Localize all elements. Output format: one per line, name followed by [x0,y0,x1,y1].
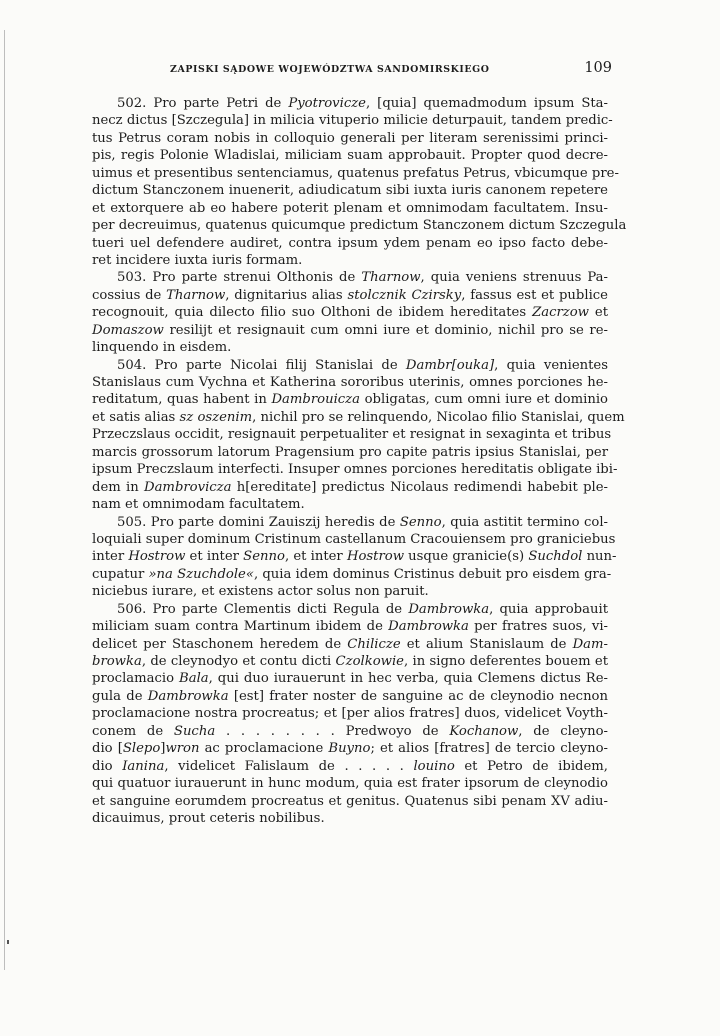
text-run: miliciam suam contra Martinum ibidem de [92,619,389,635]
text-run: ] [160,741,166,757]
text-run: , qui duo iurauerunt in hec verba, quia Clemens dictus Re- [208,671,608,687]
paragraph-503 [92,269,608,356]
italic-term: Dambrouicza [271,392,360,408]
text-line [92,339,608,356]
italic-term: Kochanow [449,723,519,739]
text-run: per fratres suos, vi- [468,619,609,635]
text-line [92,688,608,705]
text-line [92,322,608,339]
paragraph-502 [92,95,627,269]
text-line [92,409,625,426]
text-run: linquendo in eisdem. [92,340,232,356]
page-edge-dot [7,940,9,944]
text-line [92,374,608,391]
italic-term: Dambr[ouka] [405,357,495,373]
page-number: 109 [584,60,612,76]
text-line [92,670,608,687]
text-line [92,740,608,757]
text-line [92,269,608,286]
italic-term: Slepo [122,741,161,757]
text-run: proclamacione nostra procreatus; et [per alios fratres] duos, videlicet Voyth- [92,706,608,722]
text-run: niciebus iurare, et existens actor solus non paruit. [92,584,429,600]
text-line [92,391,608,408]
italic-term: Suchdol [528,549,583,565]
text-run: per decreuimus, quatenus quicumque predictum Stanczonem dictum Szczegula [92,218,627,234]
italic-term: browka [92,654,142,669]
text-run: 506. Pro parte Clementis dicti Regula de [117,601,409,617]
text-line [92,304,608,321]
text-line [92,705,608,722]
text-run: cossius de [92,287,167,303]
italic-term: Senno [243,549,285,565]
text-run: proclamacio [92,671,180,687]
text-run: Stanislaus cum Vychna et Katherina sororibus uterinis, omnes porciones he- [92,375,608,390]
text-line [92,531,616,548]
text-run: tus Petrus coram nobis in colloquio generali per literam serenissimi princi- [92,130,608,146]
text-run: dicauimus, prout ceteris nobilibus. [92,810,325,826]
text-run: ac proclamacione [199,741,329,757]
text-run: pis, regis Polonie Wladislai, miliciam suam approbauit. Propter quod decre- [92,148,608,164]
italic-term: Buyno [328,741,371,757]
text-run: dio [ [92,741,123,757]
text-run: [est] frater noster de sanguine ac de cleynodio necnon [228,688,608,704]
text-line [92,583,608,600]
running-head: ZAPISKI SĄDOWE WOJEWÓDZTWA SANDOMIRSKIEGO [170,64,490,75]
text-line [92,200,608,217]
text-run: dictum Stanczonem inuenerit, adiudicatum sibi iuxta iuris canonem repetere [92,183,608,199]
text-run: , [quia] quemadmodum ipsum Sta- [365,96,608,111]
text-line [92,775,608,792]
text-line [92,618,608,635]
text-line [92,636,608,653]
text-line [92,653,608,670]
text-run: , de cleynodyo et contu dicti [141,654,336,669]
text-run: et extorquere ab eo habere poterit plenam et omnimodam facultatem. Insu- [92,200,608,216]
text-run: , quia astitit termino col- [441,514,608,530]
italic-term: Tharnow [361,270,421,286]
text-run: nun- [582,549,617,565]
paragraph-505 [92,514,617,601]
text-line [92,514,608,531]
italic-term: Sucha [173,723,216,739]
text-line [92,182,608,199]
text-run: tueri uel defendere audiret, contra ipsum ydem penam eo ipso facto debe- [92,235,608,251]
text-line [92,601,608,618]
paragraph-506 [92,601,608,828]
text-run: usque granicie(s) [403,549,529,565]
text-run: , in signo deferentes bouem et [403,654,608,669]
page-edge-mark [4,30,5,970]
text-run: 502. Pro parte Petri de [117,96,289,111]
text-run: , quia venientes [494,357,609,373]
text-line [92,130,608,147]
text-run: , fassus est et publice [461,287,608,303]
italic-term: Bala [179,671,209,687]
text-run: et satis alias [92,409,180,425]
italic-term: stolcznik Czirsky [347,287,462,303]
text-line [92,548,617,565]
text-line [92,793,608,810]
italic-term: Tharnow [166,287,226,303]
text-run: gula de [92,688,148,704]
text-run: ipsum Preczslaum interfecti. Insuper omnes porciones hereditatis obligate ibi- [92,462,618,478]
text-run: h[ereditate] predictus Nicolaus redimendi habebit ple- [231,479,608,495]
italic-term: Hostrow [346,549,404,565]
text-line [92,217,627,234]
text-run: et inter [185,549,244,565]
italic-term: Zacrzow [532,305,589,321]
italic-term: Dam- [572,636,608,652]
text-line [92,461,618,478]
text-run: 503. Pro parte strenui Olthonis de [117,270,362,286]
text-run: obligatas, cum omni iure et dominio [360,392,608,408]
text-line [92,357,608,374]
text-line [92,444,608,461]
text-line [92,252,608,269]
text-run: dem in [92,479,144,495]
text-run: Przeczslaus occidit, resignauit perpetualiter et resignat in sexaginta et tribus [92,427,612,443]
italic-term: Pyotrovicze [288,96,366,111]
italic-term: Senno [399,514,442,530]
text-run: et sanguine eorumdem procreatus et genitus. Quatenus sibi penam XV adiu- [92,793,608,809]
text-line [92,165,619,182]
italic-term: Czolkowie [335,654,404,669]
text-run: uimus et presentibus sentenciamus, quatenus prefatus Petrus, vbicumque pre- [92,165,619,181]
text-run: . . . . . . . . Predwoyo de [215,723,450,739]
text-run: , quia approbauit [489,601,608,617]
text-run: reditatum, quas habent in [92,392,272,408]
text-run: recognouit, quia dilecto filio suo Olthoni de ibidem hereditates [92,305,533,321]
text-run: et alium Stanislaum de [400,636,573,652]
italic-term: Chilicze [347,636,401,652]
italic-term: Dambrowka [147,688,229,704]
text-run: inter [92,549,129,565]
text-line [92,479,608,496]
text-run: qui quatuor iurauerunt in hunc modum, quia est frater ipsorum de cleynodio [92,776,608,792]
text-line [92,95,608,112]
text-line [92,147,608,164]
text-run: , et inter [284,549,347,565]
text-run: necz dictus [Szczegula] in milicia vituperio milicie deturpauit, tandem predic- [92,113,613,129]
italic-term: »na Szuchdole« [148,566,254,582]
text-run: , videlicet Falislaum de . . . . . [164,758,414,774]
text-run: ; et alios [fratres] de tercio cleyno- [370,741,609,757]
text-run: delicet per Staschonem heredem de [92,636,348,652]
text-line [92,112,613,129]
text-run: , quia veniens strenuus Pa- [420,270,608,286]
text-run: cupatur [92,566,149,582]
text-run: et Petro de ibidem, [454,758,608,774]
text-line [92,235,608,252]
italic-term: sz oszenim [179,409,253,425]
text-run: , nichil pro se relinquendo, Nicolao filio Stanislai, quem [252,409,625,425]
text-run: ret incidere iuxta iuris formam. [92,252,303,268]
text-run: 504. Pro parte Nicolai filij Stanislai de [117,357,406,373]
text-run: , quia idem dominus Cristinus debuit pro eisdem gra- [253,566,612,582]
text-line [92,810,608,827]
italic-term: Dambrowka [388,619,469,635]
text-run: et [588,305,608,321]
italic-term: Dambrowka [408,601,490,617]
text-line [92,496,608,513]
text-run: resilijt et resignauit cum omni iure et dominio, nichil pro se re- [163,322,608,338]
text-run: nam et omnimodam facultatem. [92,497,305,513]
italic-term: Hostrow [128,549,186,565]
text-run: marcis grossorum latorum Pragensium pro capite patris ipsius Stanislai, per [92,444,608,460]
text-line [92,287,608,304]
paragraph-504 [92,357,625,514]
text-run: conem de [92,723,174,739]
text-line [92,426,612,443]
text-run: , de cleyno- [518,723,609,739]
page-header [170,60,612,80]
text-run: loquiali super dominum Cristinum castellanum Cracouiensem pro graniciebus [92,531,616,547]
italic-term: wron [165,741,200,757]
document-body [92,95,627,827]
italic-term: Ianina [122,758,165,774]
text-run: 505. Pro parte domini Zauiszij heredis de [117,514,400,530]
text-line [92,758,608,775]
text-line [92,566,612,583]
text-run: dio [92,758,123,774]
text-run: , dignitarius alias [225,287,348,303]
italic-term: Dambrovicza [144,479,232,495]
italic-term: Domaszow [92,322,164,338]
italic-term: louino [413,758,455,774]
text-line [92,723,608,740]
